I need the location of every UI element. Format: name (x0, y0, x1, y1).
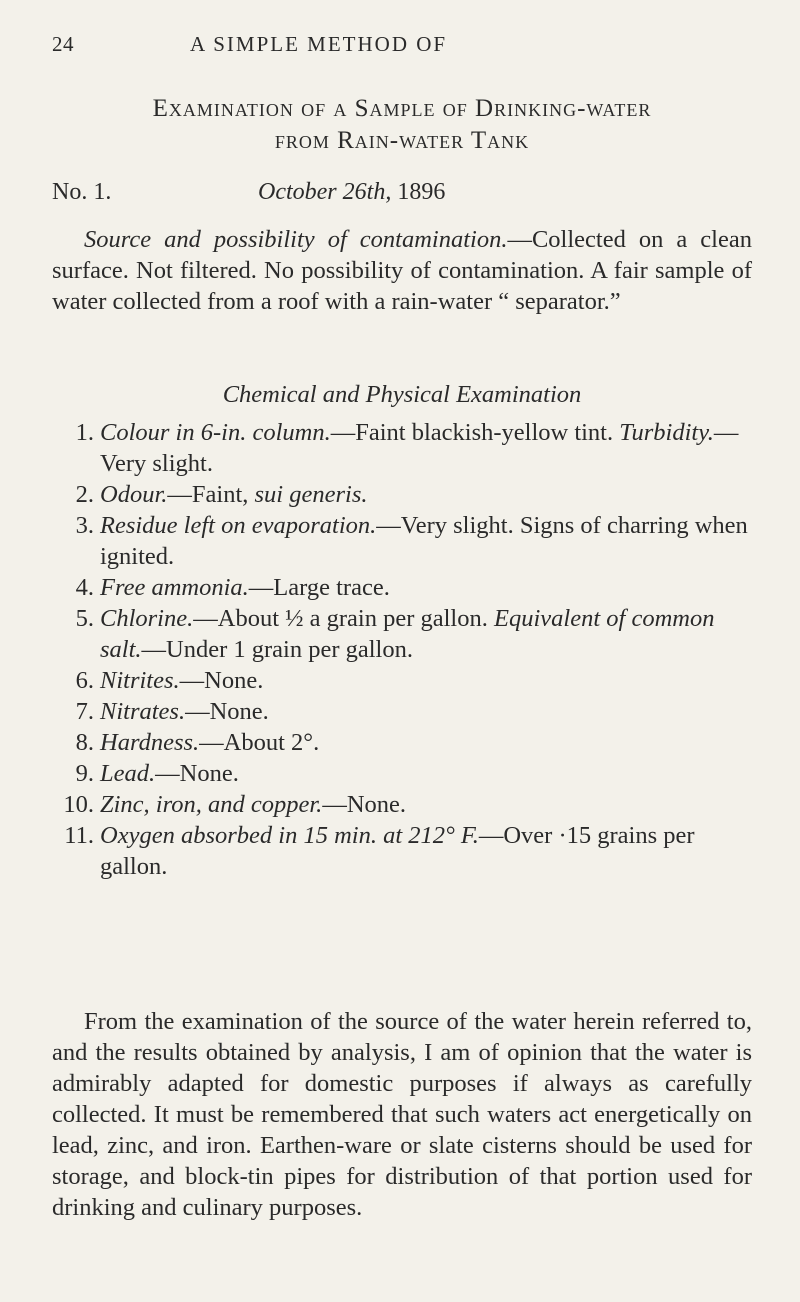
item-text-2: —Under 1 grain per gallon. (141, 636, 413, 663)
list-item (52, 820, 752, 882)
source-text: —Collected on a clean surface. Not filtered. No possibility of contamination. A fair sample of water collected from a roof with a rain-water “ separator.” (52, 226, 752, 315)
section-title: Chemical and Physical Examination (222, 381, 582, 408)
item-number: 3. (75, 512, 94, 539)
item-label: Residue left on evaporation. (100, 512, 377, 539)
item-label: Nitrites. (100, 667, 180, 694)
item-number: 10. (63, 791, 94, 818)
sample-date (258, 179, 445, 206)
list-item (52, 479, 752, 510)
item-number: 4. (75, 574, 94, 601)
sample-date-text: October 26th, (258, 179, 392, 205)
list-item (52, 417, 752, 479)
item-number: 1. (75, 419, 94, 446)
item-label-2: sui generis. (254, 481, 368, 508)
item-text: —Over ·15 grains per gallon. (100, 822, 695, 880)
item-number: 11. (64, 822, 94, 849)
running-title: A SIMPLE METHOD OF (190, 32, 448, 56)
source-paragraph (52, 224, 752, 317)
list-item (52, 696, 752, 727)
item-label: Chlorine. (100, 605, 194, 632)
item-label: Nitrates. (100, 698, 186, 725)
page-number: 24 (52, 32, 74, 56)
item-text: —Faint, (167, 481, 255, 508)
list-item (52, 665, 752, 696)
item-label: Lead. (100, 760, 156, 787)
item-label-2: Equivalent of common salt. (100, 605, 715, 663)
item-text: —Large trace. (248, 574, 390, 601)
item-label: Hardness. (100, 729, 200, 756)
sample-number: No. 1. (52, 179, 112, 205)
item-number: 9. (75, 760, 94, 787)
examination-heading (52, 93, 752, 157)
item-text: —None. (155, 760, 239, 787)
item-number: 8. (75, 729, 94, 756)
item-label: Colour in 6-in. column. (100, 419, 331, 446)
item-text: —About ½ a grain per gallon. (193, 605, 494, 632)
examination-list (52, 417, 752, 882)
conclusion-text: From the examination of the source of the water herein referred to, and the results obtained by analysis, I am of opinion that the water is admirably adapted for domestic purposes if always as carefully collected. It must be remembered that such waters act energetically on lead, zinc, and iron. Earthen-ware or slate cisterns should be used for storage, and block-tin pipes for distribution of that portion used for drinking and culinary purposes. (52, 1008, 752, 1221)
item-label: Oxygen absorbed in 15 min. at 212° F. (100, 822, 479, 849)
item-text: —None. (179, 667, 264, 694)
item-text: —None. (185, 698, 269, 725)
list-item (52, 510, 752, 572)
item-label: Free ammonia. (100, 574, 249, 601)
list-item (52, 758, 752, 789)
conclusion-paragraph (52, 1006, 752, 1223)
list-item (52, 572, 752, 603)
item-text-2: —Very slight. (100, 419, 739, 477)
item-text: —Very slight. Signs of charring when ignited. (100, 512, 748, 570)
list-item (52, 727, 752, 758)
item-text: —Faint blackish-yellow tint. (330, 419, 620, 446)
item-label-2: Turbidity. (619, 419, 714, 446)
item-number: 5. (75, 605, 94, 632)
heading-line-1: Examination of a Sample of Drinking-water (152, 95, 652, 122)
item-label: Zinc, iron, and copper. (100, 791, 323, 818)
item-text: —About 2°. (199, 729, 320, 756)
item-label: Odour. (100, 481, 168, 508)
item-number: 2. (75, 481, 94, 508)
item-text: —None. (322, 791, 407, 818)
item-number: 7. (75, 698, 94, 725)
list-item (52, 603, 752, 665)
heading-line-2: from Rain-water Tank (274, 127, 530, 154)
item-number: 6. (75, 667, 94, 694)
list-item (52, 789, 752, 820)
sample-year: 1896 (397, 179, 446, 205)
source-label: Source and possibility of contamination. (84, 226, 508, 253)
